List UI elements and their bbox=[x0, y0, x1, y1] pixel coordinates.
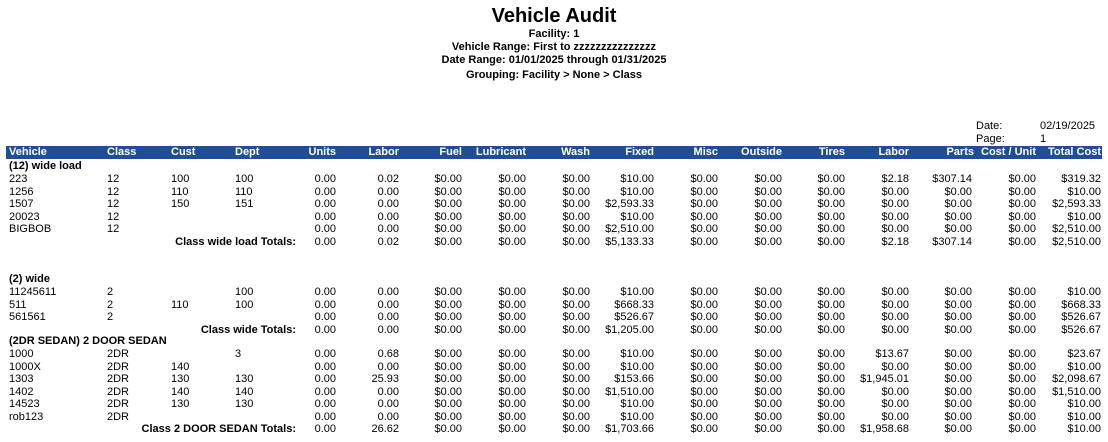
table-cell: 0.00 bbox=[314, 348, 336, 360]
table-cell: $0.00 bbox=[1008, 223, 1036, 235]
table-cell: 1402 bbox=[9, 385, 34, 398]
table-cell: $0.00 bbox=[434, 223, 462, 235]
table-cell: 0.00 bbox=[377, 286, 399, 298]
column-header: Parts bbox=[946, 146, 974, 158]
table-cell: $0.00 bbox=[754, 223, 782, 235]
table-cell: 2DR bbox=[107, 373, 130, 385]
table-cell: $0.00 bbox=[1008, 348, 1036, 360]
table-cell: $0.00 bbox=[817, 173, 845, 185]
table-cell: $0.00 bbox=[817, 398, 845, 410]
table-cell: $0.00 bbox=[434, 185, 462, 198]
table-cell: $668.33 bbox=[614, 298, 654, 311]
table-cell: $0.00 bbox=[754, 398, 782, 410]
table-cell: $0.00 bbox=[944, 223, 972, 235]
table-cell: $0.00 bbox=[498, 373, 526, 385]
table-cell: $526.67 bbox=[1061, 311, 1101, 323]
table-cell: $0.00 bbox=[1008, 210, 1036, 223]
table-cell: 0.00 bbox=[314, 223, 336, 235]
table-cell: 223 bbox=[9, 173, 28, 185]
table-cell: rob123 bbox=[9, 410, 44, 423]
table-cell: $0.00 bbox=[562, 360, 590, 373]
table-cell: 0.68 bbox=[377, 348, 399, 360]
table-cell: $0.00 bbox=[690, 210, 718, 223]
column-header: Misc bbox=[693, 146, 718, 158]
table-cell: $0.00 bbox=[434, 210, 462, 223]
table-cell: $668.33 bbox=[1061, 298, 1101, 311]
column-header: Fixed bbox=[625, 146, 654, 158]
table-cell: $0.00 bbox=[690, 298, 718, 311]
table-cell: $0.00 bbox=[498, 360, 526, 373]
group-total-cell: 0.00 bbox=[314, 423, 336, 435]
group-total-cell: $0.00 bbox=[498, 323, 526, 336]
table-cell: $0.00 bbox=[817, 298, 845, 311]
table-cell: $0.00 bbox=[817, 286, 845, 298]
table-cell: 0.00 bbox=[314, 173, 336, 185]
table-cell: $0.00 bbox=[1008, 385, 1036, 398]
table-cell: $2,593.33 bbox=[605, 198, 654, 210]
table-cell: $0.00 bbox=[434, 360, 462, 373]
table-cell: 561561 bbox=[9, 311, 46, 323]
table-cell: 20023 bbox=[9, 210, 40, 223]
table-cell: 100 bbox=[235, 286, 254, 298]
table-cell: $0.00 bbox=[498, 348, 526, 360]
group-total-cell: $0.00 bbox=[690, 423, 718, 435]
table-cell: $0.00 bbox=[817, 223, 845, 235]
table-cell: $0.00 bbox=[690, 373, 718, 385]
table-cell: $0.00 bbox=[944, 348, 972, 360]
table-cell: $0.00 bbox=[944, 286, 972, 298]
group-total-cell: 0.00 bbox=[314, 235, 336, 248]
table-cell: $0.00 bbox=[944, 385, 972, 398]
table-cell: $0.00 bbox=[690, 360, 718, 373]
table-cell: $1,945.01 bbox=[860, 373, 909, 385]
table-cell: 0.00 bbox=[377, 298, 399, 311]
table-cell: 0.00 bbox=[377, 311, 399, 323]
table-cell: 14523 bbox=[9, 398, 40, 410]
table-cell: 12 bbox=[107, 173, 120, 185]
table-cell: $0.00 bbox=[881, 398, 909, 410]
table-cell: $0.00 bbox=[754, 198, 782, 210]
table-cell: $0.00 bbox=[690, 198, 718, 210]
group-total-cell: $0.00 bbox=[754, 423, 782, 435]
group-header: (12) wide load bbox=[9, 160, 82, 172]
column-header: Units bbox=[308, 146, 336, 158]
table-cell: 12 bbox=[107, 223, 120, 235]
table-cell: $0.00 bbox=[881, 210, 909, 223]
table-cell: $10.00 bbox=[620, 286, 654, 298]
table-cell: $2.18 bbox=[881, 173, 909, 185]
column-header: Wash bbox=[561, 146, 590, 158]
group-total-cell: $2.18 bbox=[881, 235, 909, 248]
table-cell: $0.00 bbox=[754, 210, 782, 223]
table-cell: $0.00 bbox=[944, 298, 972, 311]
table-cell: $10.00 bbox=[1067, 185, 1101, 198]
table-cell: $1,510.00 bbox=[605, 385, 654, 398]
group-total-cell: $1,703.66 bbox=[605, 423, 654, 435]
table-cell: 100 bbox=[235, 173, 254, 185]
table-cell: 12 bbox=[107, 185, 120, 198]
table-cell: $0.00 bbox=[944, 198, 972, 210]
table-cell: $0.00 bbox=[1008, 298, 1036, 311]
table-cell: 100 bbox=[235, 298, 254, 311]
column-header: Tires bbox=[818, 146, 845, 158]
table-cell: $0.00 bbox=[881, 298, 909, 311]
table-cell: 0.00 bbox=[314, 185, 336, 198]
table-cell: $0.00 bbox=[1008, 373, 1036, 385]
group-total-cell: $0.00 bbox=[817, 235, 845, 248]
table-cell: $10.00 bbox=[620, 410, 654, 423]
table-cell: $0.00 bbox=[434, 286, 462, 298]
table-cell: $0.00 bbox=[944, 210, 972, 223]
group-total-cell: $0.00 bbox=[434, 423, 462, 435]
table-cell: $0.00 bbox=[498, 210, 526, 223]
table-cell: $0.00 bbox=[562, 286, 590, 298]
table-cell: $0.00 bbox=[881, 223, 909, 235]
group-total-cell: $526.67 bbox=[1061, 323, 1101, 336]
column-header: Labor bbox=[878, 146, 909, 158]
table-cell: $0.00 bbox=[944, 373, 972, 385]
table-cell: $526.67 bbox=[614, 311, 654, 323]
table-cell: 0.00 bbox=[377, 410, 399, 423]
table-cell: 0.00 bbox=[314, 198, 336, 210]
table-cell: $0.00 bbox=[562, 385, 590, 398]
table-cell: $0.00 bbox=[498, 298, 526, 311]
group-total-cell: $2,510.00 bbox=[1052, 235, 1101, 248]
group-total-cell: $10.00 bbox=[1067, 423, 1101, 435]
table-cell: $2,510.00 bbox=[605, 223, 654, 235]
group-total-cell: $0.00 bbox=[1008, 235, 1036, 248]
table-cell: $0.00 bbox=[817, 210, 845, 223]
table-cell: $0.00 bbox=[881, 360, 909, 373]
group-total-cell: 0.00 bbox=[377, 323, 399, 336]
table-cell: 2 bbox=[107, 298, 114, 311]
table-cell: $0.00 bbox=[944, 185, 972, 198]
table-cell: $0.00 bbox=[754, 360, 782, 373]
table-cell: $153.66 bbox=[614, 373, 654, 385]
table-cell: 1000X bbox=[9, 360, 41, 373]
table-cell: $0.00 bbox=[498, 173, 526, 185]
table-cell: $0.00 bbox=[944, 311, 972, 323]
table-cell: 0.00 bbox=[377, 360, 399, 373]
table-cell: $23.67 bbox=[1067, 348, 1101, 360]
table-cell: $0.00 bbox=[690, 398, 718, 410]
table-cell: $0.00 bbox=[754, 185, 782, 198]
group-total-cell: $1,958.68 bbox=[860, 423, 909, 435]
table-cell: 0.00 bbox=[314, 286, 336, 298]
group-total-cell: $0.00 bbox=[690, 323, 718, 336]
table-cell: $0.00 bbox=[754, 385, 782, 398]
table-cell: $0.00 bbox=[434, 373, 462, 385]
table-cell: $0.00 bbox=[562, 210, 590, 223]
table-cell: $0.00 bbox=[434, 385, 462, 398]
table-cell: 0.00 bbox=[314, 360, 336, 373]
group-total-cell: $0.00 bbox=[817, 423, 845, 435]
table-cell: $0.00 bbox=[690, 286, 718, 298]
table-cell: 1507 bbox=[9, 198, 34, 210]
table-cell: $319.32 bbox=[1061, 173, 1101, 185]
group-total-cell: $0.00 bbox=[562, 323, 590, 336]
table-cell: $0.00 bbox=[817, 348, 845, 360]
group-total-cell: $0.00 bbox=[434, 235, 462, 248]
table-cell: $0.00 bbox=[562, 348, 590, 360]
table-cell: $0.00 bbox=[1008, 360, 1036, 373]
table-cell: 2 bbox=[107, 311, 114, 323]
table-cell: $0.00 bbox=[754, 410, 782, 423]
table-cell: $0.00 bbox=[881, 286, 909, 298]
vehicle-range-line: Vehicle Range: First to zzzzzzzzzzzzzzz bbox=[451, 41, 657, 53]
table-cell: 0.00 bbox=[377, 385, 399, 398]
table-cell: $0.00 bbox=[1008, 398, 1036, 410]
group-total-cell: $0.00 bbox=[944, 323, 972, 336]
table-cell: 0.00 bbox=[314, 373, 336, 385]
table-cell: $0.00 bbox=[562, 373, 590, 385]
group-total-cell: 26.62 bbox=[371, 423, 399, 435]
group-total-cell: $0.00 bbox=[498, 423, 526, 435]
table-cell: $0.00 bbox=[498, 410, 526, 423]
group-total-cell: $0.00 bbox=[498, 235, 526, 248]
table-cell: $0.00 bbox=[881, 385, 909, 398]
table-cell: 100 bbox=[171, 173, 190, 185]
table-cell: 130 bbox=[171, 398, 190, 410]
table-cell: $10.00 bbox=[620, 173, 654, 185]
table-cell: 25.93 bbox=[371, 373, 399, 385]
table-cell: 2DR bbox=[107, 385, 130, 398]
group-header: (2) wide bbox=[9, 273, 50, 285]
table-cell: $0.00 bbox=[562, 223, 590, 235]
table-cell: $0.00 bbox=[754, 173, 782, 185]
page-label: Page: bbox=[976, 133, 1005, 145]
facility-line: Facility: 1 bbox=[528, 28, 580, 40]
table-cell: $0.00 bbox=[881, 198, 909, 210]
column-header: Dept bbox=[235, 146, 260, 158]
table-cell: $0.00 bbox=[1008, 198, 1036, 210]
table-cell: 151 bbox=[235, 198, 254, 210]
table-cell: $10.00 bbox=[1067, 410, 1101, 423]
table-cell: 2DR bbox=[107, 398, 130, 410]
column-header: Labor bbox=[368, 146, 399, 158]
table-cell: $0.00 bbox=[690, 223, 718, 235]
table-cell: $0.00 bbox=[434, 298, 462, 311]
grouping-line: Grouping: Facility > None > Class bbox=[465, 69, 643, 81]
table-cell: 0.00 bbox=[377, 210, 399, 223]
group-total-cell: $0.00 bbox=[1008, 323, 1036, 336]
table-cell: 3 bbox=[235, 348, 242, 360]
table-cell: $0.00 bbox=[690, 311, 718, 323]
table-cell: 0.00 bbox=[314, 398, 336, 410]
table-cell: $0.00 bbox=[498, 398, 526, 410]
table-cell: 2DR bbox=[107, 348, 130, 360]
table-cell: $2,098.67 bbox=[1052, 373, 1101, 385]
group-total-cell: $5,133.33 bbox=[605, 235, 654, 248]
table-cell: 110 bbox=[235, 185, 253, 198]
group-total-cell: $307.14 bbox=[932, 235, 972, 248]
table-cell: 130 bbox=[235, 373, 254, 385]
column-header: Total Cost bbox=[1048, 146, 1101, 158]
table-cell: $0.00 bbox=[817, 185, 845, 198]
table-cell: $0.00 bbox=[562, 198, 590, 210]
group-total-cell: $0.00 bbox=[754, 235, 782, 248]
table-cell: $2,510.00 bbox=[1052, 223, 1101, 235]
table-cell: 0.00 bbox=[377, 185, 399, 198]
table-cell: BIGBOB bbox=[9, 223, 52, 235]
table-cell: 2 bbox=[107, 286, 114, 298]
table-cell: 0.00 bbox=[314, 298, 336, 311]
table-cell: 0.02 bbox=[377, 173, 399, 185]
table-cell: $0.00 bbox=[562, 311, 590, 323]
table-cell: 1303 bbox=[9, 373, 34, 385]
table-cell: $0.00 bbox=[562, 298, 590, 311]
table-cell: $0.00 bbox=[1008, 173, 1036, 185]
table-cell: $10.00 bbox=[1067, 398, 1101, 410]
table-cell: $0.00 bbox=[1008, 311, 1036, 323]
table-cell: $10.00 bbox=[620, 348, 654, 360]
table-cell: 0.00 bbox=[377, 198, 399, 210]
table-cell: 0.00 bbox=[314, 210, 336, 223]
group-total-cell: $0.00 bbox=[1008, 423, 1036, 435]
table-cell: $0.00 bbox=[690, 348, 718, 360]
group-total-cell: $0.00 bbox=[690, 235, 718, 248]
table-cell: 12 bbox=[107, 198, 120, 210]
table-cell: $0.00 bbox=[498, 311, 526, 323]
table-cell: $0.00 bbox=[690, 410, 718, 423]
table-cell: $0.00 bbox=[817, 198, 845, 210]
table-cell: $0.00 bbox=[498, 185, 526, 198]
table-cell: $0.00 bbox=[754, 373, 782, 385]
table-cell: $0.00 bbox=[754, 311, 782, 323]
date-label: Date: bbox=[976, 120, 1003, 132]
table-cell: $0.00 bbox=[817, 385, 845, 398]
table-cell: $10.00 bbox=[1067, 360, 1101, 373]
table-cell: $13.67 bbox=[875, 348, 909, 360]
table-cell: 1256 bbox=[9, 185, 34, 198]
table-cell: 140 bbox=[171, 385, 190, 398]
date-range-line: Date Range: 01/01/2025 through 01/31/2025 bbox=[441, 54, 667, 66]
table-cell: $0.00 bbox=[944, 410, 972, 423]
table-cell: 110 bbox=[171, 298, 189, 311]
table-cell: 0.00 bbox=[314, 410, 336, 423]
table-cell: $0.00 bbox=[817, 373, 845, 385]
group-total-cell: $0.00 bbox=[817, 323, 845, 336]
column-header: Class bbox=[107, 146, 137, 158]
table-cell: 12 bbox=[107, 210, 120, 223]
column-header: Vehicle bbox=[9, 146, 47, 158]
group-total-cell: $0.00 bbox=[754, 323, 782, 336]
table-cell: $0.00 bbox=[562, 398, 590, 410]
table-cell: 511 bbox=[9, 298, 27, 311]
group-total-label: Class wide load Totals: bbox=[175, 235, 296, 248]
report-title: Vehicle Audit bbox=[491, 5, 617, 27]
table-cell: 2DR bbox=[107, 410, 130, 423]
table-cell: $0.00 bbox=[434, 198, 462, 210]
table-cell: $0.00 bbox=[434, 311, 462, 323]
date-value: 02/19/2025 bbox=[1040, 120, 1096, 132]
table-cell: $0.00 bbox=[1008, 410, 1036, 423]
table-cell: $0.00 bbox=[498, 198, 526, 210]
table-cell: $0.00 bbox=[1008, 185, 1036, 198]
table-cell: $0.00 bbox=[754, 298, 782, 311]
table-cell: $0.00 bbox=[434, 410, 462, 423]
table-cell: 110 bbox=[171, 185, 189, 198]
group-total-cell: $0.00 bbox=[944, 423, 972, 435]
table-cell: $0.00 bbox=[690, 385, 718, 398]
table-cell: $0.00 bbox=[434, 348, 462, 360]
table-cell: 130 bbox=[235, 398, 254, 410]
table-cell: $0.00 bbox=[562, 173, 590, 185]
group-total-label: Class wide Totals: bbox=[200, 323, 296, 336]
table-cell: $307.14 bbox=[932, 173, 972, 185]
table-cell: $1,510.00 bbox=[1052, 385, 1101, 398]
table-cell: $0.00 bbox=[434, 398, 462, 410]
group-header: (2DR SEDAN) 2 DOOR SEDAN bbox=[9, 335, 167, 347]
table-cell: $0.00 bbox=[817, 410, 845, 423]
table-cell: $10.00 bbox=[620, 360, 654, 373]
table-cell: $0.00 bbox=[1008, 286, 1036, 298]
group-total-cell: 0.02 bbox=[377, 235, 399, 248]
table-cell: 2DR bbox=[107, 360, 130, 373]
column-header: Outside bbox=[741, 146, 782, 158]
table-cell: 150 bbox=[171, 198, 190, 210]
group-total-cell: 0.00 bbox=[314, 323, 336, 336]
table-cell: $0.00 bbox=[690, 173, 718, 185]
page-value: 1 bbox=[1040, 133, 1047, 145]
column-header: Cust bbox=[171, 146, 196, 158]
column-header: Lubricant bbox=[475, 146, 526, 158]
table-cell: $10.00 bbox=[620, 398, 654, 410]
table-cell: $0.00 bbox=[690, 185, 718, 198]
table-cell: 130 bbox=[171, 373, 190, 385]
table-cell: 140 bbox=[235, 385, 254, 398]
table-cell: $10.00 bbox=[620, 185, 654, 198]
group-total-cell: $1,205.00 bbox=[605, 323, 654, 336]
table-cell: $0.00 bbox=[881, 311, 909, 323]
group-total-cell: $0.00 bbox=[881, 323, 909, 336]
table-cell: $10.00 bbox=[620, 210, 654, 223]
table-cell: $0.00 bbox=[754, 348, 782, 360]
table-cell: 0.00 bbox=[377, 398, 399, 410]
table-cell: $0.00 bbox=[498, 286, 526, 298]
group-total-cell: $0.00 bbox=[434, 323, 462, 336]
group-total-label: Class 2 DOOR SEDAN Totals: bbox=[141, 423, 296, 435]
table-cell: $0.00 bbox=[944, 360, 972, 373]
table-cell: $0.00 bbox=[944, 398, 972, 410]
table-cell: $0.00 bbox=[881, 185, 909, 198]
table-cell: $0.00 bbox=[498, 223, 526, 235]
table-cell: $0.00 bbox=[498, 385, 526, 398]
table-cell: $10.00 bbox=[1067, 286, 1101, 298]
group-total-cell: $0.00 bbox=[562, 235, 590, 248]
table-cell: 0.00 bbox=[377, 223, 399, 235]
table-cell: 140 bbox=[171, 360, 190, 373]
table-cell: $10.00 bbox=[1067, 210, 1101, 223]
table-cell: 1000 bbox=[9, 348, 34, 360]
table-cell: 11245611 bbox=[9, 286, 57, 298]
column-header: Fuel bbox=[439, 146, 462, 158]
table-cell: 0.00 bbox=[314, 385, 336, 398]
table-cell: $0.00 bbox=[562, 185, 590, 198]
table-cell: $0.00 bbox=[881, 410, 909, 423]
column-header: Cost / Unit bbox=[981, 146, 1036, 158]
table-cell: 0.00 bbox=[314, 311, 336, 323]
group-total-cell: $0.00 bbox=[562, 423, 590, 435]
table-cell: $0.00 bbox=[754, 286, 782, 298]
table-cell: $0.00 bbox=[434, 173, 462, 185]
table-cell: $2,593.33 bbox=[1052, 198, 1101, 210]
table-cell: $0.00 bbox=[817, 311, 845, 323]
table-cell: $0.00 bbox=[817, 360, 845, 373]
table-cell: $0.00 bbox=[562, 410, 590, 423]
